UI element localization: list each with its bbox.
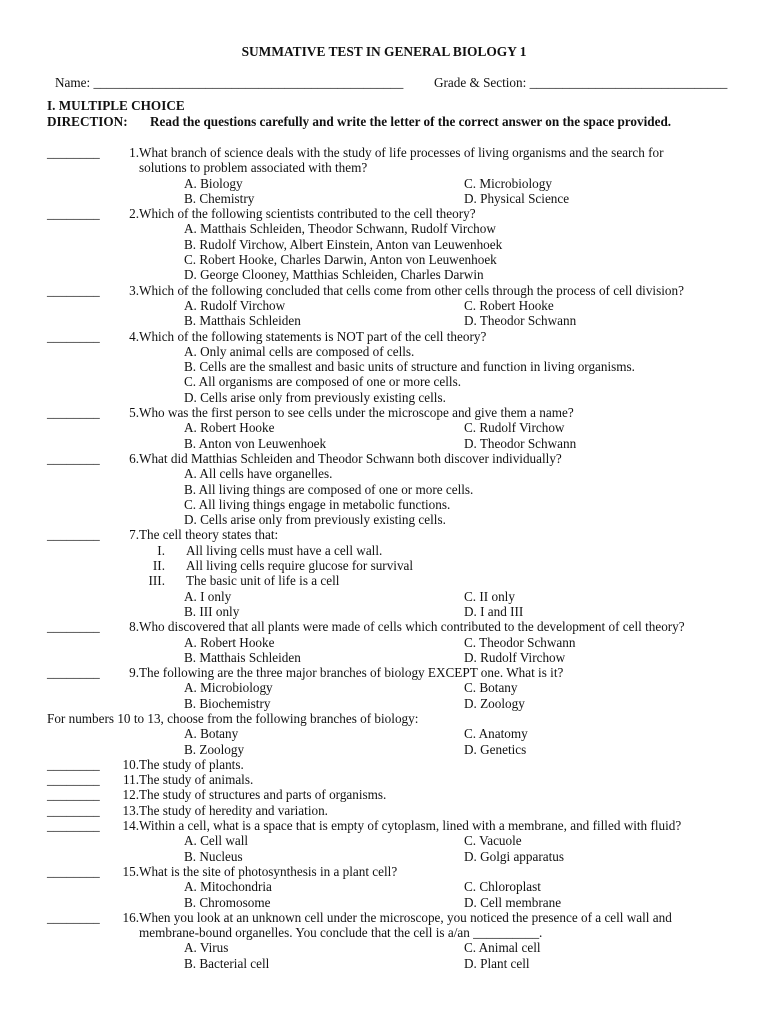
choice-option: C. II only (464, 588, 515, 604)
direction-label: DIRECTION: (47, 114, 128, 129)
question-line (47, 910, 737, 925)
question-line (47, 206, 737, 221)
statement-row (47, 573, 737, 588)
group-choices (47, 726, 737, 757)
question-text: The study of structures and parts of organisms. (139, 787, 387, 803)
page-title: SUMMATIVE TEST IN GENERAL BIOLOGY 1 (241, 44, 527, 59)
answer-blank[interactable]: ________ (47, 818, 100, 834)
choice-option: C. Robert Hooke (464, 297, 554, 313)
question-list (47, 145, 737, 971)
choice-row (47, 512, 737, 527)
choice-option: D. Plant cell (464, 955, 530, 971)
choice-option: B. Matthais Schleiden (184, 313, 301, 329)
choice-option: B. Nucleus (184, 848, 243, 864)
choice-option: A. Matthais Schleiden, Theodor Schwann, Rudolf Virchow (184, 221, 496, 237)
statement-row (47, 543, 737, 558)
choice-option: A. Robert Hooke (184, 420, 275, 436)
choice-option: D. Genetics (464, 741, 527, 757)
choice-row (47, 650, 737, 665)
answer-blank[interactable]: ________ (47, 802, 100, 818)
choice-option: B. Zoology (184, 741, 245, 757)
choice-option: B. Rudolf Virchow, Albert Einstein, Anton van Leuwenhoek (184, 236, 503, 252)
answer-blank[interactable]: ________ (47, 450, 100, 466)
choice-option: C. All living things engage in metabolic functions. (184, 496, 451, 512)
choice-option: A. Virus (184, 940, 229, 956)
choice-option: C. Chloroplast (464, 879, 541, 895)
question-item (47, 527, 737, 619)
question-number: 5. (129, 405, 139, 421)
question-item (47, 451, 737, 527)
question-text-continued (47, 160, 737, 175)
answer-blank[interactable]: ________ (47, 787, 100, 803)
choice-row (47, 176, 737, 191)
question-item (47, 665, 737, 711)
grade-section-field: Grade & Section: ______________________________ (434, 75, 728, 90)
question-number: 9. (129, 665, 139, 681)
question-text: What is the site of photosynthesis in a plant cell? (139, 863, 398, 879)
choice-row (47, 237, 737, 252)
choice-option: D. Rudolf Virchow (464, 649, 566, 665)
question-text: The cell theory states that: (139, 527, 279, 543)
choice-option: A. Microbiology (184, 680, 273, 696)
choice-option: C. Microbiology (464, 175, 552, 191)
choice-option: C. Vacuole (464, 833, 522, 849)
choice-option: A. Robert Hooke (184, 634, 275, 650)
section-heading: I. MULTIPLE CHOICE (47, 98, 185, 113)
choice-option: B. Chromosome (184, 894, 271, 910)
answer-blank[interactable]: ________ (47, 328, 100, 344)
answer-blank[interactable]: ________ (47, 619, 100, 635)
question-line (47, 772, 737, 787)
choice-option: A. Botany (184, 726, 239, 742)
question-item (47, 283, 737, 329)
choice-row (47, 589, 737, 604)
question-number: 2. (129, 206, 139, 222)
choice-row (47, 298, 737, 313)
question-text: solutions to problem associated with them? (139, 160, 368, 176)
choice-option: D. Cells arise only from previously existing cells. (184, 389, 446, 405)
statement-row (47, 558, 737, 573)
question-text: The study of animals. (139, 772, 254, 788)
choice-option: C. Rudolf Virchow (464, 420, 565, 436)
choice-option: A. Mitochondria (184, 879, 272, 895)
choice-option: A. Rudolf Virchow (184, 297, 286, 313)
question-text: Which of the following scientists contributed to the cell theory? (139, 206, 476, 222)
choice-option: B. III only (184, 603, 240, 619)
question-line (47, 451, 737, 466)
choice-option: D. Theodor Schwann (464, 313, 577, 329)
choice-option: A. Biology (184, 175, 243, 191)
answer-blank[interactable]: ________ (47, 772, 100, 788)
choice-row (47, 313, 737, 328)
choice-option: B. Bacterial cell (184, 955, 270, 971)
question-text: The study of heredity and variation. (139, 802, 328, 818)
question-line (47, 757, 737, 772)
choice-row (47, 344, 737, 359)
choice-row (47, 497, 737, 512)
question-text: Who was the first person to see cells under the microscope and give them a name? (139, 405, 574, 421)
choice-row (47, 466, 737, 481)
choice-option: C. Theodor Schwann (464, 634, 576, 650)
choice-row (47, 359, 737, 374)
answer-blank[interactable]: ________ (47, 145, 100, 160)
question-text: Which of the following statements is NOT part of the cell theory? (139, 328, 487, 344)
question-item (47, 329, 737, 405)
question-number: 11. (123, 772, 139, 788)
choice-row (47, 436, 737, 451)
question-line (47, 405, 737, 420)
question-item (47, 910, 737, 971)
question-item (47, 772, 737, 787)
answer-blank[interactable]: ________ (47, 863, 100, 879)
choice-option: C. Robert Hooke, Charles Darwin, Anton von Leuwenhoek (184, 252, 497, 268)
choice-option: D. Physical Science (464, 190, 570, 206)
question-item (47, 145, 737, 206)
choice-row (47, 849, 737, 864)
answer-blank[interactable]: ________ (47, 405, 100, 421)
choice-row (47, 420, 737, 435)
statement-numeral: I. (157, 542, 165, 558)
question-number: 6. (129, 450, 139, 466)
question-item (47, 405, 737, 451)
question-text: Within a cell, what is a space that is empty of cytoplasm, lined with a membrane, and filled with fluid? (139, 818, 682, 834)
choice-row (47, 879, 737, 894)
choice-option: A. I only (184, 588, 232, 604)
answer-blank[interactable]: ________ (47, 527, 100, 543)
choice-option: C. Botany (464, 680, 518, 696)
question-text: What did Matthias Schleiden and Theodor Schwann both discover individually? (139, 450, 562, 466)
answer-blank[interactable]: ________ (47, 206, 100, 222)
question-item (47, 864, 737, 910)
choice-option: B. Chemistry (184, 190, 255, 206)
statement-text: The basic unit of life is a cell (186, 573, 340, 589)
choice-option: D. Zoology (464, 695, 525, 711)
choice-row (47, 374, 737, 389)
question-line (47, 145, 737, 160)
question-number: 10. (122, 756, 139, 772)
choice-option: D. George Clooney, Matthias Schleiden, Charles Darwin (184, 267, 484, 283)
question-number: 16. (122, 909, 139, 925)
question-line (47, 527, 737, 542)
question-line (47, 864, 737, 879)
question-text: What branch of science deals with the study of life processes of living organisms and the search for (139, 145, 664, 160)
statement-text: All living cells require glucose for survival (186, 558, 414, 574)
question-number: 1. (129, 145, 139, 160)
choice-option: D. Cells arise only from previously existing cells. (184, 512, 446, 528)
question-number: 3. (129, 282, 139, 298)
choice-option: A. Cell wall (184, 833, 249, 849)
answer-blank[interactable]: ________ (47, 665, 100, 681)
choice-row (47, 956, 737, 971)
question-line (47, 619, 737, 634)
answer-blank[interactable]: ________ (47, 909, 100, 925)
question-text: membrane-bound organelles. You conclude that the cell is a/an __________. (139, 925, 543, 941)
statement-text: All living cells must have a cell wall. (186, 542, 383, 558)
question-line (47, 283, 737, 298)
name-field: Name: _______________________________________________ (55, 75, 404, 90)
question-item (47, 757, 737, 772)
question-text: When you look at an unknown cell under the microscope, you noticed the presence of a cell wall and (139, 909, 672, 925)
question-item (47, 818, 737, 864)
choice-option: C. Anatomy (464, 726, 528, 742)
question-line (47, 803, 737, 818)
question-number: 8. (129, 619, 139, 635)
direction (47, 114, 671, 129)
choice-option: D. I and III (464, 603, 524, 619)
question-number: 12. (122, 787, 139, 803)
answer-blank[interactable]: ________ (47, 282, 100, 298)
choice-option: A. All cells have organelles. (184, 466, 333, 482)
question-text: The following are the three major branches of biology EXCEPT one. What is it? (139, 665, 564, 681)
choice-option: B. Biochemistry (184, 695, 271, 711)
choice-option: B. Matthais Schleiden (184, 649, 301, 665)
choice-row (47, 604, 737, 619)
choice-option: A. Only animal cells are composed of cells. (184, 343, 415, 359)
choice-option: D. Theodor Schwann (464, 435, 577, 451)
question-number: 7. (129, 527, 139, 543)
choice-option: D. Cell membrane (464, 894, 562, 910)
choice-row (47, 191, 737, 206)
choice-option: D. Golgi apparatus (464, 848, 564, 864)
question-text-continued (47, 925, 737, 940)
question-number: 13. (122, 802, 139, 818)
direction-text: Read the questions carefully and write the letter of the correct answer on the space provided. (150, 114, 672, 129)
choice-row (47, 680, 737, 695)
statement-numeral: III. (148, 573, 165, 589)
choice-option: C. Animal cell (464, 940, 541, 956)
choice-row (47, 390, 737, 405)
choice-row (47, 267, 737, 282)
question-item (47, 803, 737, 818)
question-item (47, 206, 737, 282)
question-number: 4. (129, 328, 139, 344)
choice-row (47, 696, 737, 711)
question-line (47, 665, 737, 680)
choice-option: B. All living things are composed of one or more cells. (184, 481, 474, 497)
group-instruction: For numbers 10 to 13, choose from the following branches of biology: (47, 710, 419, 726)
question-line (47, 787, 737, 802)
question-item (47, 787, 737, 802)
question-text: The study of plants. (139, 756, 244, 772)
choice-row (47, 726, 737, 741)
choice-row (47, 252, 737, 267)
statement-numeral: II. (152, 558, 165, 574)
choice-row (47, 833, 737, 848)
question-line (47, 329, 737, 344)
choice-option: B. Anton von Leuwenhoek (184, 435, 327, 451)
choice-row (47, 635, 737, 650)
choice-option: C. All organisms are composed of one or more cells. (184, 374, 462, 390)
answer-blank[interactable]: ________ (47, 756, 100, 772)
choice-row (47, 895, 737, 910)
question-text: Which of the following concluded that cells come from other cells through the process of cell division? (139, 282, 684, 298)
choice-row (47, 940, 737, 955)
choice-row (47, 482, 737, 497)
question-line (47, 818, 737, 833)
choice-row (47, 742, 737, 757)
choice-row (47, 221, 737, 236)
choice-option: B. Cells are the smallest and basic units of structure and function in living organisms. (184, 359, 635, 375)
question-text: Who discovered that all plants were made of cells which contributed to the development of cell theory? (139, 619, 685, 635)
question-number: 14. (122, 818, 139, 834)
question-number: 15. (122, 863, 139, 879)
question-item (47, 619, 737, 665)
